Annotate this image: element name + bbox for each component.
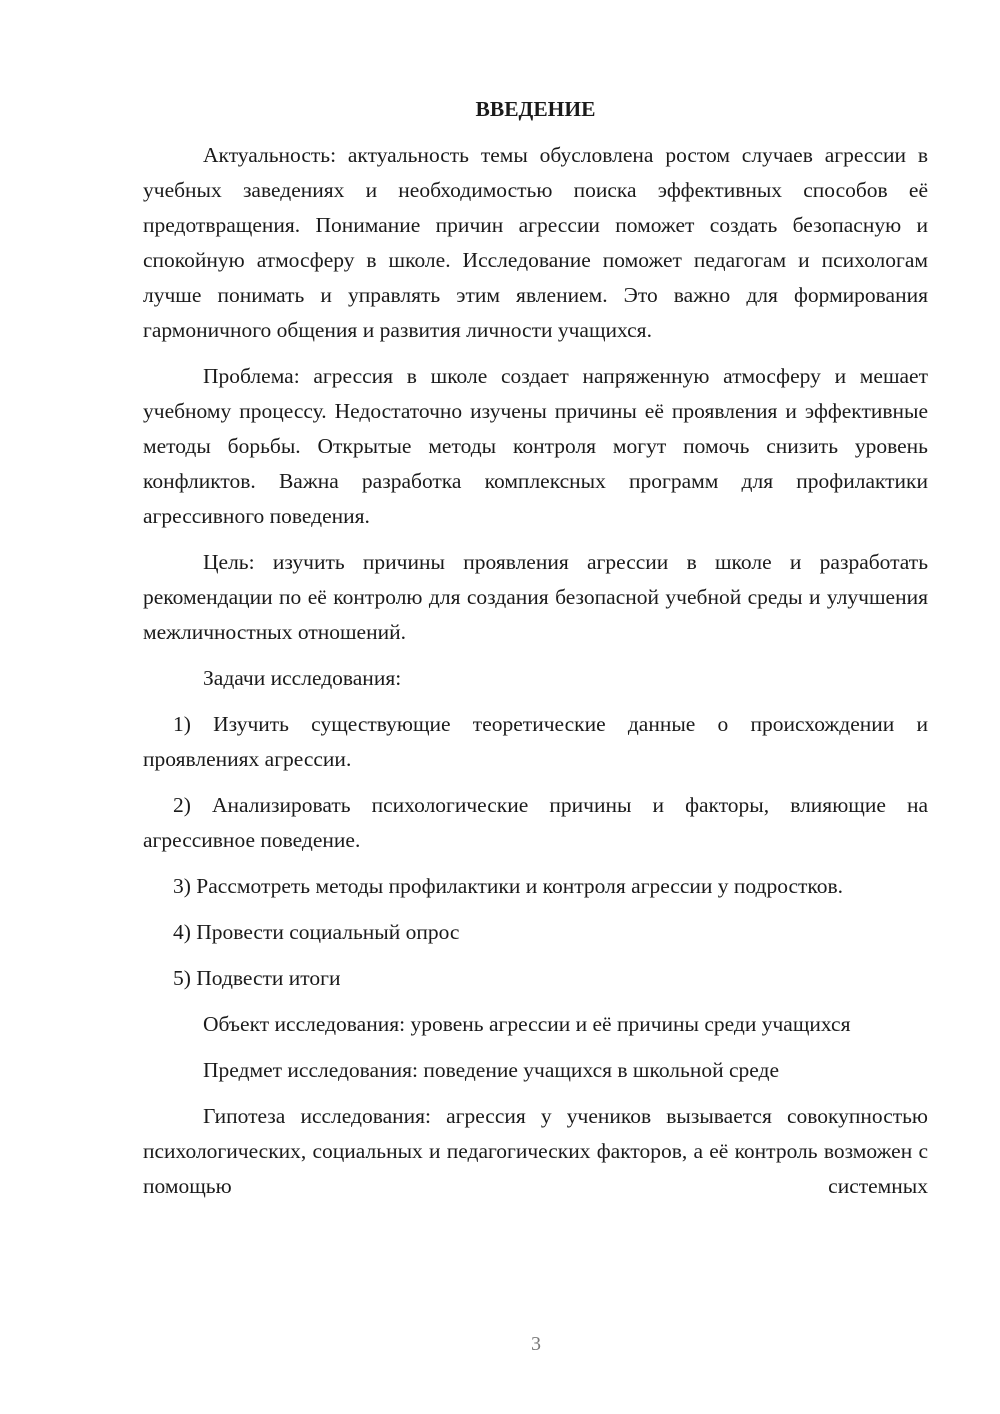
task-item-2: 2) Анализировать психологические причины и факторы, влияющие на агрессивное поведение. — [143, 793, 928, 852]
paragraph-object: Объект исследования: уровень агрессии и её причины среди учащихся — [203, 1012, 851, 1036]
task-item-4: 4) Провести социальный опрос — [173, 920, 460, 944]
task-item-1: 1) Изучить существующие теоретические данные о происхождении и проявлениях агрессии. — [143, 712, 928, 771]
tasks-heading: Задачи исследования: — [203, 666, 402, 690]
paragraph-problem: Проблема: агрессия в школе создает напряженную атмосферу и мешает учебному процессу. Недостаточно изучены причины её проявления и эффективные методы борьбы. Открытые методы контроля могут помочь снизить уровень конфликтов. Важна разработка комплексных программ для профилактики агрессивного поведения. — [143, 364, 928, 528]
page-title: ВВЕДЕНИЕ — [475, 97, 596, 121]
paragraph-hypothesis: Гипотеза исследования: агрессия у учеников вызывается совокупностью психологических, социальных и педагогических факторов, а её контроль возможен с помощью системных — [143, 1104, 928, 1198]
paragraph-goal: Цель: изучить причины проявления агрессии в школе и разработать рекомендации по её контролю для создания безопасной учебной среды и улучшения межличностных отношений. — [143, 550, 928, 644]
paragraph-subject: Предмет исследования: поведение учащихся в школьной среде — [203, 1058, 779, 1082]
document-body — [143, 92, 928, 1204]
page-number: 3 — [531, 1333, 541, 1355]
paragraph-relevance: Актуальность: актуальность темы обусловлена ростом случаев агрессии в учебных заведениях и необходимостью поиска эффективных способов её предотвращения. Понимание причин агрессии поможет создать безопасную и спокойную атмосферу в школе. Исследование поможет педагогам и психологам лучше понимать и управлять этим явлением. Это важно для формирования гармоничного общения и развития личности учащихся. — [143, 143, 928, 342]
task-item-5: 5) Подвести итоги — [173, 966, 341, 990]
task-item-3: 3) Рассмотреть методы профилактики и контроля агрессии у подростков. — [173, 874, 844, 898]
